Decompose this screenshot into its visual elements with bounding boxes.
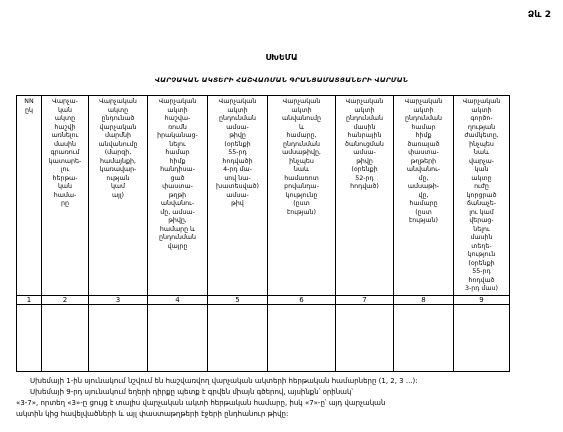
column-number: 4 [148, 296, 208, 305]
column-header-text: NN ըկ [24, 98, 34, 114]
table-cell [454, 305, 510, 372]
column-header [454, 96, 510, 296]
column-header-text: Վարչական ակտի ընդունման ամսա- թիվը (օրենքի 55-րդ հոդվածի 4-րդ մա- սով նա- խատեսված) ամսա- թիվ [216, 98, 259, 207]
column-number: 9 [454, 296, 510, 305]
column-number: 3 [89, 296, 148, 305]
column-header-text: Վարչական ակտի անվանումը և համարը, ընդունման ամսաթիվը, ինչպես նաև համառոտ բովանդա- կությունը (ըստ էության) [282, 98, 321, 216]
column-header-text: Վարչական ակտի ընդունման մասին հանրային ծանուցման ամսա- թիվը (օրենքի 52-րդ հոդված) [345, 98, 384, 190]
column-number: 8 [394, 296, 454, 305]
footnote-line: Սխեմայի 1-ին սյունակում նշվում են հաշվառվող վարչական ակտերի հերթական համարները (1, 2, 3 ...): [30, 377, 418, 385]
column-number: 7 [336, 296, 394, 305]
column-header-text: Վարչական ակտի ընդունման համար հիմք ծառայած փաստա- թղթերի անվանու- մը, ամսաթի- վը, համարը (ըստ էության) [404, 98, 443, 224]
column-header-text: Վարչա- կան ակտը հաշվի առնելու մասին գրառում կատարե- լու հերթա- կան համա- րը [48, 98, 82, 207]
table-cell [42, 305, 89, 372]
column-number: 2 [42, 296, 89, 305]
column-header [17, 96, 42, 296]
empty-data-row [17, 305, 510, 372]
column-header [208, 96, 268, 296]
footnote-line: Սխեմայի 9-րդ սյունակում եղերի դիրքը պետք է գրվեն միայն գծերով, այսինքն՝ օրինակ՝ [30, 388, 354, 396]
table-header-row [17, 96, 510, 296]
form-subtitle: ՎԱՐՉԱԿԱՆ ԱԿՏԵՐԻ ՀԱՇՎԱՌՄԱՆ ԳՐԱՆՑԱՄԱՏՅԱՆԵՐԻ ՎԱՐՄԱՆ [154, 76, 409, 84]
table-cell [336, 305, 394, 372]
column-number: 6 [268, 296, 336, 305]
footnote-line: ակտին կից հավելվածների և այլ փաստաթղթերի էջերի ընդհանուր թիվը: [16, 410, 289, 418]
column-header-text: Վարչական ակտը ընդունած վարչական մարմնի անվանումը (մարզի, համայնքի, կառավար- ության կամ այլ) [98, 98, 138, 199]
column-header [148, 96, 208, 296]
column-number: 5 [208, 296, 268, 305]
table-cell [148, 305, 208, 372]
column-header [89, 96, 148, 296]
form-number: Ձև 2 [527, 10, 551, 20]
footnote-line: «3-7», որտեղ «3»-ը ցույց է տալիս վարչական ակտի հերթական համարը, իսկ «7»-ը՝ այդ վարչական [16, 399, 386, 407]
column-header [336, 96, 394, 296]
column-header [42, 96, 89, 296]
column-header-text: Վարչական ակտի գործո- ղության ժամկետը, ինչպես նաև վարչա- կան ակտը ուժը կորցրած ճանաչե- լու կամ վերաց- նելու մասին տեղե- կություն (օրենքի 55-րդ հոդված 3-րդ մաս) [462, 98, 501, 292]
table-cell [17, 305, 42, 372]
column-header [268, 96, 336, 296]
column-header-text: Վարչական ակտի հաշվա- ռումն իրականաց- նելու համար հիմք հանդիսա- ցած փաստա- թղթի անվանու- մը, ամսա- թիվը, համարը և ընդունման վայրը [157, 98, 198, 250]
table-cell [268, 305, 336, 372]
registry-table [16, 95, 510, 372]
column-number-row [17, 296, 510, 305]
table-cell [89, 305, 148, 372]
column-header [394, 96, 454, 296]
column-number: 1 [17, 296, 42, 305]
table-cell [208, 305, 268, 372]
table-cell [394, 305, 454, 372]
form-title: ՍԽԵՄԱ [265, 53, 298, 62]
